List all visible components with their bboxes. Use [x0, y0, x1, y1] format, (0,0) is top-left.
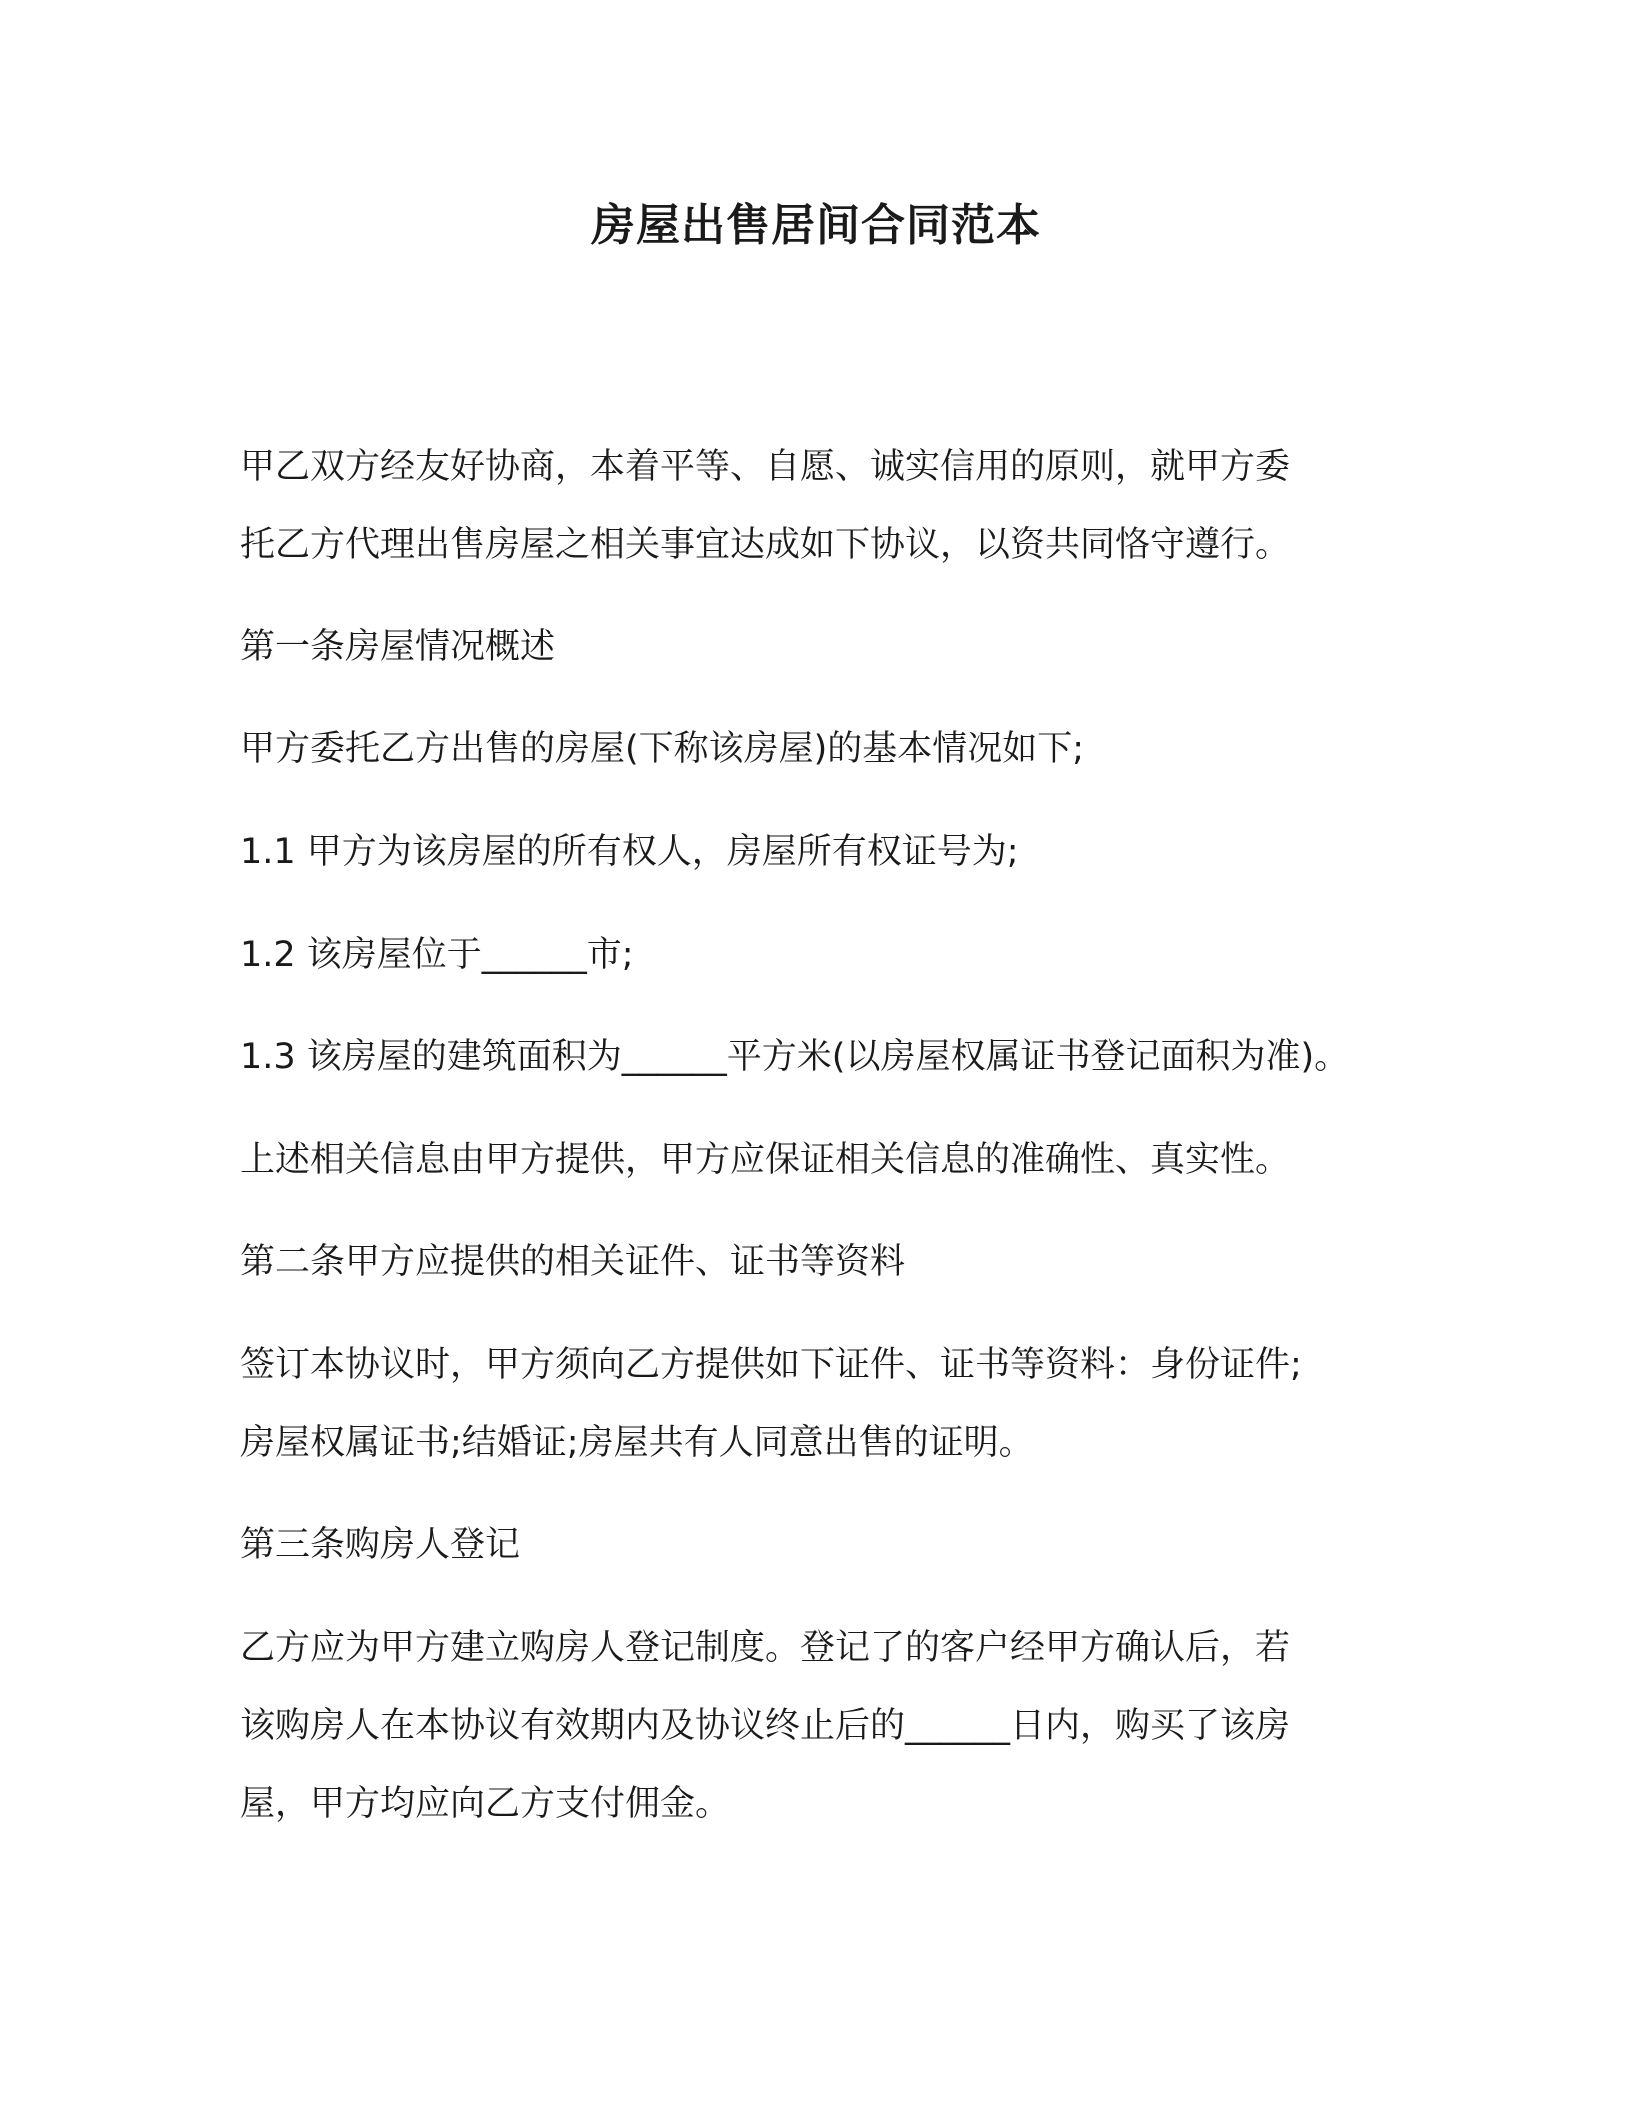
article-2-line-1: 签订本协议时，甲方须向乙方提供如下证件、证书等资料：身份证件;: [240, 1345, 1302, 1385]
intro-line-2: 托乙方代理出售房屋之相关事宜达成如下协议，以资共同恪守遵行。: [240, 525, 1291, 565]
article-3-line-1: 乙方应为甲方建立购房人登记制度。登记了的客户经甲方确认后，若: [240, 1628, 1291, 1668]
document-title: 房屋出售居间合同范本: [591, 200, 1041, 251]
article-3-line-3: 屋，甲方均应向乙方支付佣金。: [240, 1784, 731, 1824]
clause-1-3: 1.3 该房屋的建筑面积为______平方米(以房屋权属证书登记面积为准)。: [240, 1037, 1350, 1077]
article-1-heading: 第一条房屋情况概述: [240, 627, 556, 667]
article-2-line-2: 房屋权属证书;结婚证;房屋共有人同意出售的证明。: [240, 1423, 1034, 1463]
intro-line-1: 甲乙双方经友好协商，本着平等、自愿、诚实信用的原则，就甲方委: [240, 447, 1291, 487]
clause-1-2: 1.2 该房屋位于______市;: [240, 935, 634, 975]
article-2-heading: 第二条甲方应提供的相关证件、证书等资料: [240, 1242, 906, 1282]
article-3-line-2: 该购房人在本协议有效期内及协议终止后的______日内，购买了该房: [240, 1706, 1291, 1746]
article-1-text: 甲方委托乙方出售的房屋(下称该房屋)的基本情况如下;: [240, 729, 1085, 769]
article-3-heading: 第三条购房人登记: [240, 1525, 521, 1565]
article-1-note: 上述相关信息由甲方提供，甲方应保证相关信息的准确性、真实性。: [240, 1140, 1291, 1180]
clause-1-1: 1.1 甲方为该房屋的所有权人，房屋所有权证号为;: [240, 832, 1019, 872]
